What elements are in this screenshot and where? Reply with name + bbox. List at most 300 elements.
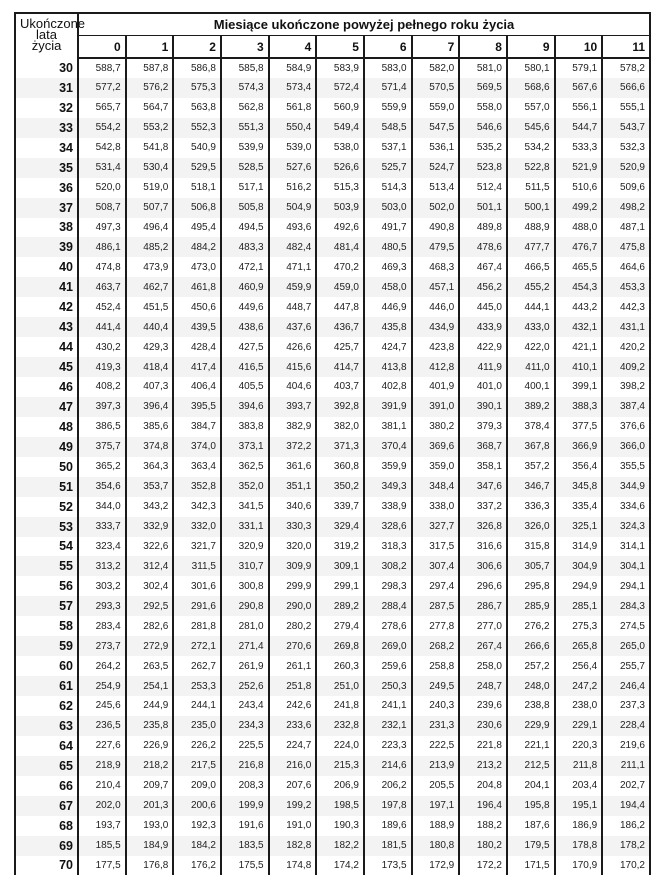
value-cell: 185,5 — [78, 836, 126, 856]
age-cell: 63 — [15, 716, 78, 736]
value-cell: 189,6 — [364, 816, 412, 836]
value-cell: 367,8 — [507, 437, 555, 457]
value-cell: 216,8 — [221, 756, 269, 776]
value-cell: 496,4 — [126, 218, 174, 238]
value-cell: 555,1 — [602, 98, 650, 118]
value-cell: 374,8 — [126, 437, 174, 457]
value-cell: 431,1 — [602, 317, 650, 337]
life-expectancy-table — [14, 12, 651, 875]
value-cell: 175,5 — [221, 856, 269, 876]
value-cell: 578,2 — [602, 58, 650, 78]
month-column-header: 7 — [412, 36, 460, 59]
value-cell: 507,7 — [126, 198, 174, 218]
value-cell: 259,6 — [364, 656, 412, 676]
value-cell: 459,9 — [269, 277, 317, 297]
value-cell: 362,5 — [221, 457, 269, 477]
age-cell: 56 — [15, 576, 78, 596]
value-cell: 283,4 — [78, 616, 126, 636]
value-cell: 568,6 — [507, 78, 555, 98]
value-cell: 575,3 — [173, 78, 221, 98]
value-cell: 522,8 — [507, 158, 555, 178]
value-cell: 186,2 — [602, 816, 650, 836]
month-column-header: 11 — [602, 36, 650, 59]
value-cell: 504,9 — [269, 198, 317, 218]
age-cell: 31 — [15, 78, 78, 98]
value-cell: 344,9 — [602, 477, 650, 497]
value-cell: 306,6 — [459, 556, 507, 576]
age-cell: 59 — [15, 636, 78, 656]
value-cell: 415,6 — [269, 357, 317, 377]
value-cell: 277,0 — [459, 616, 507, 636]
value-cell: 389,2 — [507, 397, 555, 417]
value-cell: 242,6 — [269, 696, 317, 716]
value-cell: 174,2 — [316, 856, 364, 876]
value-cell: 442,3 — [602, 297, 650, 317]
month-column-header: 0 — [78, 36, 126, 59]
value-cell: 302,4 — [126, 576, 174, 596]
value-cell: 190,3 — [316, 816, 364, 836]
table-row — [15, 417, 650, 437]
value-cell: 340,6 — [269, 497, 317, 517]
month-column-header: 9 — [507, 36, 555, 59]
value-cell: 503,0 — [364, 198, 412, 218]
value-cell: 322,6 — [126, 537, 174, 557]
value-cell: 233,6 — [269, 716, 317, 736]
value-cell: 197,8 — [364, 796, 412, 816]
value-cell: 404,6 — [269, 377, 317, 397]
value-cell: 498,2 — [602, 198, 650, 218]
table-row — [15, 716, 650, 736]
table-row — [15, 218, 650, 238]
value-cell: 352,0 — [221, 477, 269, 497]
value-cell: 377,5 — [555, 417, 603, 437]
value-cell: 402,8 — [364, 377, 412, 397]
value-cell: 540,9 — [173, 138, 221, 158]
value-cell: 228,4 — [602, 716, 650, 736]
month-column-header: 10 — [555, 36, 603, 59]
value-cell: 487,1 — [602, 218, 650, 238]
value-cell: 198,5 — [316, 796, 364, 816]
value-cell: 341,5 — [221, 497, 269, 517]
age-cell: 66 — [15, 776, 78, 796]
value-cell: 290,0 — [269, 596, 317, 616]
value-cell: 267,4 — [459, 636, 507, 656]
value-cell: 232,1 — [364, 716, 412, 736]
value-cell: 567,6 — [555, 78, 603, 98]
age-cell: 61 — [15, 676, 78, 696]
value-cell: 491,7 — [364, 218, 412, 238]
value-cell: 295,8 — [507, 576, 555, 596]
value-cell: 405,5 — [221, 377, 269, 397]
value-cell: 236,5 — [78, 716, 126, 736]
value-cell: 299,9 — [269, 576, 317, 596]
value-cell: 488,0 — [555, 218, 603, 238]
age-cell: 38 — [15, 218, 78, 238]
value-cell: 356,4 — [555, 457, 603, 477]
value-cell: 515,3 — [316, 178, 364, 198]
value-cell: 457,1 — [412, 277, 460, 297]
value-cell: 204,1 — [507, 776, 555, 796]
value-cell: 264,2 — [78, 656, 126, 676]
value-cell: 503,9 — [316, 198, 364, 218]
value-cell: 311,5 — [173, 556, 221, 576]
age-cell: 35 — [15, 158, 78, 178]
table-row — [15, 497, 650, 517]
value-cell: 418,4 — [126, 357, 174, 377]
value-cell: 448,7 — [269, 297, 317, 317]
value-cell: 460,9 — [221, 277, 269, 297]
value-cell: 510,6 — [555, 178, 603, 198]
value-cell: 315,8 — [507, 537, 555, 557]
value-cell: 426,6 — [269, 337, 317, 357]
value-cell: 462,7 — [126, 277, 174, 297]
value-cell: 392,8 — [316, 397, 364, 417]
age-cell: 50 — [15, 457, 78, 477]
value-cell: 194,4 — [602, 796, 650, 816]
value-cell: 209,0 — [173, 776, 221, 796]
value-cell: 505,8 — [221, 198, 269, 218]
value-cell: 330,3 — [269, 517, 317, 537]
table-row — [15, 457, 650, 477]
value-cell: 425,7 — [316, 337, 364, 357]
table-row — [15, 856, 650, 876]
value-cell: 301,6 — [173, 576, 221, 596]
value-cell: 374,0 — [173, 437, 221, 457]
value-cell: 514,3 — [364, 178, 412, 198]
table-row — [15, 118, 650, 138]
value-cell: 531,4 — [78, 158, 126, 178]
value-cell: 183,5 — [221, 836, 269, 856]
value-cell: 212,5 — [507, 756, 555, 776]
value-cell: 292,5 — [126, 596, 174, 616]
value-cell: 240,3 — [412, 696, 460, 716]
value-cell: 334,6 — [602, 497, 650, 517]
value-cell: 452,4 — [78, 297, 126, 317]
value-cell: 252,6 — [221, 676, 269, 696]
value-cell: 501,1 — [459, 198, 507, 218]
value-cell: 382,0 — [316, 417, 364, 437]
value-cell: 345,8 — [555, 477, 603, 497]
value-cell: 182,2 — [316, 836, 364, 856]
value-cell: 184,2 — [173, 836, 221, 856]
value-cell: 276,2 — [507, 616, 555, 636]
value-cell: 218,9 — [78, 756, 126, 776]
value-cell: 272,1 — [173, 636, 221, 656]
value-cell: 518,1 — [173, 178, 221, 198]
value-cell: 388,3 — [555, 397, 603, 417]
value-cell: 201,3 — [126, 796, 174, 816]
age-cell: 42 — [15, 297, 78, 317]
value-cell: 561,8 — [269, 98, 317, 118]
value-cell: 195,1 — [555, 796, 603, 816]
value-cell: 355,5 — [602, 457, 650, 477]
value-cell: 285,1 — [555, 596, 603, 616]
value-cell: 333,7 — [78, 517, 126, 537]
value-cell: 565,7 — [78, 98, 126, 118]
value-cell: 350,2 — [316, 477, 364, 497]
value-cell: 320,0 — [269, 537, 317, 557]
value-cell: 539,9 — [221, 138, 269, 158]
value-cell: 338,9 — [364, 497, 412, 517]
value-cell: 513,4 — [412, 178, 460, 198]
value-cell: 281,0 — [221, 616, 269, 636]
value-cell: 296,6 — [459, 576, 507, 596]
value-cell: 550,4 — [269, 118, 317, 138]
value-cell: 220,3 — [555, 736, 603, 756]
age-cell: 32 — [15, 98, 78, 118]
value-cell: 243,4 — [221, 696, 269, 716]
value-cell: 316,6 — [459, 537, 507, 557]
value-cell: 582,0 — [412, 58, 460, 78]
month-column-header: 2 — [173, 36, 221, 59]
value-cell: 486,1 — [78, 237, 126, 257]
value-cell: 539,0 — [269, 138, 317, 158]
table-row — [15, 297, 650, 317]
month-column-header: 6 — [364, 36, 412, 59]
value-cell: 359,9 — [364, 457, 412, 477]
value-cell: 188,2 — [459, 816, 507, 836]
value-cell: 495,4 — [173, 218, 221, 238]
value-cell: 526,6 — [316, 158, 364, 178]
age-cell: 48 — [15, 417, 78, 437]
value-cell: 344,0 — [78, 497, 126, 517]
value-cell: 312,4 — [126, 556, 174, 576]
months-group-title: Miesiące ukończone powyżej pełnego roku życia — [78, 13, 650, 36]
value-cell: 551,3 — [221, 118, 269, 138]
value-cell: 177,5 — [78, 856, 126, 876]
value-cell: 587,8 — [126, 58, 174, 78]
value-cell: 576,2 — [126, 78, 174, 98]
value-cell: 180,2 — [459, 836, 507, 856]
age-cell: 30 — [15, 58, 78, 78]
value-cell: 569,5 — [459, 78, 507, 98]
table-row — [15, 357, 650, 377]
value-cell: 224,7 — [269, 736, 317, 756]
value-cell: 237,3 — [602, 696, 650, 716]
value-cell: 480,5 — [364, 237, 412, 257]
value-cell: 477,7 — [507, 237, 555, 257]
value-cell: 580,1 — [507, 58, 555, 78]
month-column-header: 1 — [126, 36, 174, 59]
value-cell: 446,9 — [364, 297, 412, 317]
month-column-header: 8 — [459, 36, 507, 59]
value-cell: 309,1 — [316, 556, 364, 576]
age-cell: 60 — [15, 656, 78, 676]
value-cell: 572,4 — [316, 78, 364, 98]
value-cell: 410,1 — [555, 357, 603, 377]
table-row — [15, 676, 650, 696]
value-cell: 440,4 — [126, 317, 174, 337]
value-cell: 412,8 — [412, 357, 460, 377]
value-cell: 226,9 — [126, 736, 174, 756]
value-cell: 184,9 — [126, 836, 174, 856]
value-cell: 436,7 — [316, 317, 364, 337]
value-cell: 170,9 — [555, 856, 603, 876]
value-cell: 385,6 — [126, 417, 174, 437]
value-cell: 411,0 — [507, 357, 555, 377]
value-cell: 399,1 — [555, 377, 603, 397]
table-row — [15, 537, 650, 557]
value-cell: 543,7 — [602, 118, 650, 138]
value-cell: 200,6 — [173, 796, 221, 816]
value-cell: 365,2 — [78, 457, 126, 477]
value-cell: 209,7 — [126, 776, 174, 796]
value-cell: 520,9 — [602, 158, 650, 178]
value-cell: 244,1 — [173, 696, 221, 716]
value-cell: 394,6 — [221, 397, 269, 417]
value-cell: 548,5 — [364, 118, 412, 138]
table-row — [15, 237, 650, 257]
value-cell: 398,2 — [602, 377, 650, 397]
value-cell: 326,0 — [507, 517, 555, 537]
value-cell: 474,8 — [78, 257, 126, 277]
value-cell: 278,6 — [364, 616, 412, 636]
value-cell: 528,5 — [221, 158, 269, 178]
value-cell: 473,9 — [126, 257, 174, 277]
value-cell: 298,3 — [364, 576, 412, 596]
value-cell: 361,6 — [269, 457, 317, 477]
value-cell: 239,6 — [459, 696, 507, 716]
table-row — [15, 656, 650, 676]
age-cell: 62 — [15, 696, 78, 716]
value-cell: 221,8 — [459, 736, 507, 756]
value-cell: 186,9 — [555, 816, 603, 836]
value-cell: 207,6 — [269, 776, 317, 796]
value-cell: 258,8 — [412, 656, 460, 676]
value-cell: 308,2 — [364, 556, 412, 576]
value-cell: 417,4 — [173, 357, 221, 377]
value-cell: 485,2 — [126, 237, 174, 257]
age-cell: 67 — [15, 796, 78, 816]
value-cell: 224,0 — [316, 736, 364, 756]
value-cell: 416,5 — [221, 357, 269, 377]
table-row — [15, 776, 650, 796]
value-cell: 270,6 — [269, 636, 317, 656]
value-cell: 263,5 — [126, 656, 174, 676]
value-cell: 329,4 — [316, 517, 364, 537]
value-cell: 305,7 — [507, 556, 555, 576]
value-cell: 373,1 — [221, 437, 269, 457]
value-cell: 202,0 — [78, 796, 126, 816]
table-row — [15, 596, 650, 616]
value-cell: 320,9 — [221, 537, 269, 557]
value-cell: 349,3 — [364, 477, 412, 497]
value-cell: 387,4 — [602, 397, 650, 417]
age-cell: 49 — [15, 437, 78, 457]
age-cell: 53 — [15, 517, 78, 537]
value-cell: 413,8 — [364, 357, 412, 377]
value-cell: 560,9 — [316, 98, 364, 118]
value-cell: 219,6 — [602, 736, 650, 756]
value-cell: 509,6 — [602, 178, 650, 198]
value-cell: 471,1 — [269, 257, 317, 277]
age-cell: 46 — [15, 377, 78, 397]
value-cell: 208,3 — [221, 776, 269, 796]
value-cell: 549,4 — [316, 118, 364, 138]
value-cell: 483,3 — [221, 237, 269, 257]
value-cell: 176,2 — [173, 856, 221, 876]
value-cell: 519,0 — [126, 178, 174, 198]
value-cell: 556,1 — [555, 98, 603, 118]
value-cell: 195,8 — [507, 796, 555, 816]
table-row — [15, 178, 650, 198]
value-cell: 321,7 — [173, 537, 221, 557]
value-cell: 573,4 — [269, 78, 317, 98]
age-cell: 57 — [15, 596, 78, 616]
value-cell: 317,5 — [412, 537, 460, 557]
value-cell: 170,2 — [602, 856, 650, 876]
value-cell: 229,1 — [555, 716, 603, 736]
value-cell: 261,1 — [269, 656, 317, 676]
value-cell: 401,9 — [412, 377, 460, 397]
age-cell: 70 — [15, 856, 78, 876]
table-row — [15, 636, 650, 656]
value-cell: 381,1 — [364, 417, 412, 437]
month-column-header: 5 — [316, 36, 364, 59]
value-cell: 297,4 — [412, 576, 460, 596]
value-cell: 171,5 — [507, 856, 555, 876]
value-cell: 238,8 — [507, 696, 555, 716]
value-cell: 241,8 — [316, 696, 364, 716]
table-row — [15, 158, 650, 178]
value-cell: 325,1 — [555, 517, 603, 537]
value-cell: 372,2 — [269, 437, 317, 457]
value-cell: 173,5 — [364, 856, 412, 876]
value-cell: 246,4 — [602, 676, 650, 696]
value-cell: 433,0 — [507, 317, 555, 337]
value-cell: 472,1 — [221, 257, 269, 277]
value-cell: 458,0 — [364, 277, 412, 297]
value-cell: 547,5 — [412, 118, 460, 138]
value-cell: 174,8 — [269, 856, 317, 876]
value-cell: 574,3 — [221, 78, 269, 98]
value-cell: 287,5 — [412, 596, 460, 616]
value-cell: 530,4 — [126, 158, 174, 178]
value-cell: 314,1 — [602, 537, 650, 557]
value-cell: 552,3 — [173, 118, 221, 138]
value-cell: 441,4 — [78, 317, 126, 337]
value-cell: 191,0 — [269, 816, 317, 836]
age-cell: 68 — [15, 816, 78, 836]
table-row — [15, 78, 650, 98]
value-cell: 497,3 — [78, 218, 126, 238]
table-row — [15, 616, 650, 636]
value-cell: 489,8 — [459, 218, 507, 238]
value-cell: 277,8 — [412, 616, 460, 636]
value-cell: 469,3 — [364, 257, 412, 277]
value-cell: 179,5 — [507, 836, 555, 856]
value-cell: 248,0 — [507, 676, 555, 696]
age-cell: 55 — [15, 556, 78, 576]
age-cell: 36 — [15, 178, 78, 198]
value-cell: 376,6 — [602, 417, 650, 437]
value-cell: 300,8 — [221, 576, 269, 596]
value-cell: 520,0 — [78, 178, 126, 198]
value-cell: 235,8 — [126, 716, 174, 736]
value-cell: 516,2 — [269, 178, 317, 198]
value-cell: 188,9 — [412, 816, 460, 836]
value-cell: 180,8 — [412, 836, 460, 856]
value-cell: 375,7 — [78, 437, 126, 457]
value-cell: 294,9 — [555, 576, 603, 596]
value-cell: 433,9 — [459, 317, 507, 337]
value-cell: 258,0 — [459, 656, 507, 676]
table-row — [15, 277, 650, 297]
value-cell: 359,0 — [412, 457, 460, 477]
value-cell: 502,0 — [412, 198, 460, 218]
value-cell: 268,2 — [412, 636, 460, 656]
value-cell: 247,2 — [555, 676, 603, 696]
